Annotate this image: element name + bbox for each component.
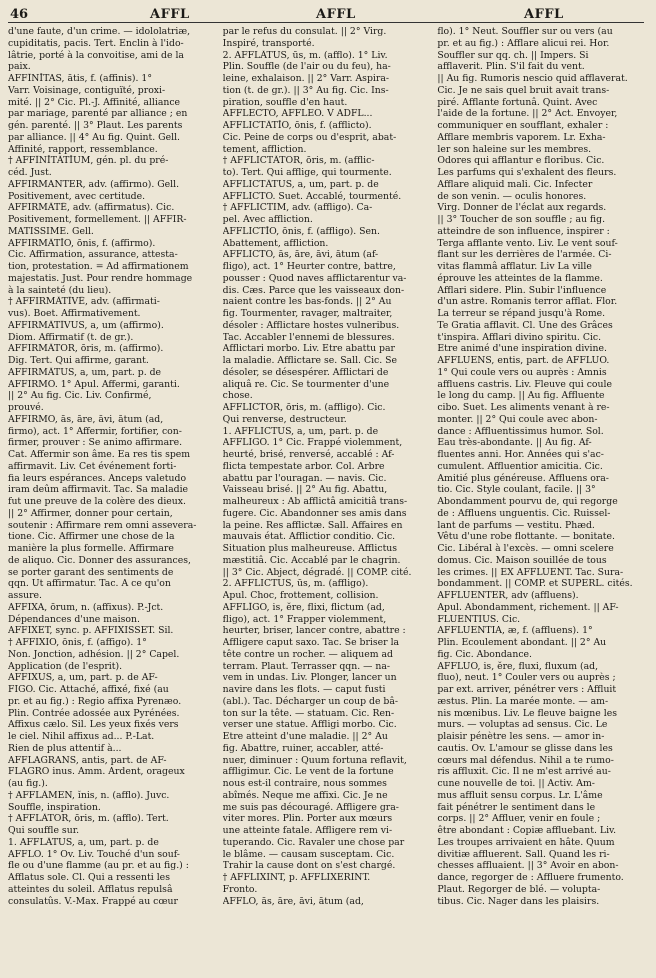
text-line: corps. || 2° Affluer, venir en foule ;: [437, 813, 601, 825]
text-line: Te Gratia afflavit. Cl. Une des Grâces: [437, 319, 613, 331]
text-line: † AFFIXIO, ōnis, f. (affigo). 1°: [8, 637, 147, 648]
text-line: tion, protestation. = Ad affirmationem: [8, 261, 189, 272]
text-line: dance : Affluentissimus humor. Sol.: [437, 425, 604, 437]
text-line: affluens castris. Liv. Fleuve qui coule: [437, 378, 612, 390]
text-line: pr. et au fig.) : Regio affixa Pyrenæo.: [8, 695, 182, 707]
text-line: tuperando. Cic. Ravaler une chose par: [222, 836, 405, 848]
text-line: AFFLICTO. Suet. Accablé, tourmenté.: [222, 190, 402, 202]
text-line: divitiæ affluerent. Sall. Quand les ri-: [437, 848, 610, 860]
text-line: Dig. Tert. Qui affirme, garant.: [8, 355, 149, 366]
text-line: fugere. Cic. Abandonner ses amis dans: [222, 507, 407, 519]
text-line: fluo), neut. 1° Couler vers ou auprès ;: [437, 672, 616, 684]
text-line: Etre atteint d'une maladie. || 2° Au: [222, 731, 388, 742]
text-line: FLUENTIUS. Cic.: [437, 613, 521, 625]
text-line: prouvé.: [8, 402, 44, 413]
text-line: gén. parenté. || 3° Plaut. Les parents: [8, 120, 183, 131]
text-line: pr. et au fig.) : Afflare alicui rei. Hor.: [437, 37, 610, 49]
text-line: AFFLICTĀTĬO, ōnis, f. (afflicto).: [222, 120, 372, 131]
text-line: AFFIXET, sync. p. AFFIXISSET. Sil.: [8, 625, 174, 637]
text-line: AFFLICTĀTUS, a, um, part. p. de: [222, 178, 379, 190]
text-line: vus). Boet. Affirmativement.: [8, 308, 141, 319]
text-line: tibus. Cic. Nager dans les plaisirs.: [437, 895, 600, 907]
text-line: Qui renverse, destructeur.: [222, 413, 347, 425]
text-line: Afflatus sole. Cl. Qui a ressenti les: [8, 872, 170, 883]
text-line: se porter garant des sentiments de: [8, 566, 174, 578]
text-line: t'inspira. Afflari divino spiritu. Cic.: [437, 331, 602, 343]
text-line: dance, regorger de : Affluere frumento.: [437, 872, 624, 883]
text-line: tione. Cic. Affirmer une chose de la: [8, 531, 175, 543]
text-line: AFFLUENS, entis, part. de AFFLUO.: [437, 355, 610, 366]
text-line: consulatûs. V.-Max. Frappé au cœur: [8, 895, 178, 907]
text-line: Affixus cælo. Sil. Les yeux fixés vers: [8, 719, 179, 731]
text-line: Les troupes arrivaient en hâte. Quum: [437, 836, 615, 848]
text-line: leine, exhalaison. || 2° Varr. Aspira-: [222, 73, 390, 84]
text-line: de : Affluens unguentis. Cic. Ruissel-: [437, 507, 611, 519]
text-line: aliquâ re. Cic. Se tourmenter d'une: [222, 378, 390, 390]
text-line: AFFIRMĀTĒ, adv. (affirmatus). Cic.: [8, 202, 175, 214]
text-line: vem in undas. Liv. Plonger, lancer un: [222, 672, 397, 684]
text-line: tête contre un rocher. — aliquem ad: [222, 648, 393, 660]
text-line: mité. || 2° Cic. Pl.-J. Affinité, alliance: [8, 96, 181, 108]
text-line: tio. Cic. Style coulant, facile. || 3°: [437, 484, 596, 496]
text-line: || Au fig. Rumoris nescio quid afflaverat.: [437, 73, 628, 84]
text-line: à la sainteté (du lieu).: [8, 284, 112, 296]
text-line: Situation plus malheureuse. Afflictus: [222, 543, 398, 554]
column-middle: [223, 26, 430, 974]
text-line: tion (t. de gr.). || 3° Au fig. Cic. Ins-: [222, 84, 389, 96]
text-line: Amitié plus généreuse. Affluens ora-: [437, 472, 609, 484]
text-line: lant de parfums — vestitu. Phæd.: [437, 519, 595, 531]
text-line: murs. — voluptas ad sensus. Cic. Le: [437, 719, 608, 731]
text-line: Rien de plus attentif à...: [8, 742, 122, 754]
text-line: AFFIXA, ōrum, n. (affixus). P.-Jct.: [8, 601, 164, 613]
text-line: Afflictari morbo. Liv. Etre abattu par: [222, 343, 395, 355]
text-line: cœurs mal défendus. Nihil a te rumo-: [437, 754, 614, 766]
text-line: Application (de l'esprit).: [8, 660, 123, 672]
text-line: ton sur la tête. — statuam. Cic. Ren-: [222, 707, 395, 719]
text-line: domus. Cic. Maison souillée de tous: [437, 554, 607, 566]
text-line: heurté, brisé, renversé, accablé : Af-: [222, 449, 395, 460]
text-line: heurter, briser, lancer contre, abattre :: [222, 625, 406, 637]
text-line: d'une faute, d'un crime. — idololatriæ,: [8, 26, 191, 37]
text-line: terram. Plaut. Terrasser qqn. — na-: [222, 660, 391, 672]
text-line: la peine. Res afflictæ. Sall. Affaires en: [222, 519, 403, 531]
text-line: Cat. Affermir son âme. Ea res tis spem: [8, 449, 191, 460]
text-line: Positivement, formellement. || AFFIR-: [8, 214, 187, 225]
text-line: Eau très-abondante. || Au fig. Af-: [437, 437, 592, 449]
text-line: atteintes du soleil. Afflatus repulsâ: [8, 883, 173, 895]
text-line: Afflari sidere. Plin. Subir l'influence: [437, 284, 607, 296]
text-line: nis mœnibus. Liv. Le fleuve baigne les: [437, 707, 617, 719]
text-line: Abattement, affliction.: [222, 237, 329, 249]
text-line: Apul. Choc, frottement, collision.: [222, 590, 379, 601]
text-line: 1. AFFLĀTUS, a, um, part. p. de: [8, 836, 159, 848]
text-line: Cic. Affirmation, assurance, attesta-: [8, 249, 178, 261]
text-line: cautis. Ov. L'amour se glisse dans les: [437, 742, 613, 754]
text-line: Cic. Peine de corps ou d'esprit, abat-: [222, 131, 397, 143]
text-line: † AFFLĀMEN, ĭnis, n. (afflo). Juvc.: [8, 789, 170, 801]
text-line: † AFFIRMĀTĪVĒ, adv. (affirmati-: [8, 296, 160, 308]
text-line: AFFLICTOR, ōris, m. (affligo). Cic.: [222, 402, 386, 413]
text-line: tement, affliction.: [222, 143, 307, 155]
text-line: Inspiré, transporté.: [222, 37, 315, 49]
text-line: affligimur. Cic. Le vent de la fortune: [222, 766, 394, 778]
text-line: AFFLECTO, AFFLEO. V ADFL...: [222, 108, 373, 120]
text-line: verser une statue. Affligi morbo. Cic.: [222, 719, 397, 731]
text-line: fligo), act. 1° Heurter contre, battre,: [222, 261, 396, 272]
text-line: AFFLĪGO, is, ĕre, flixi, flictum (ad,: [222, 601, 385, 613]
text-line: AFFLICTĬO, ōnis, f. (affligo). Sen.: [222, 225, 380, 237]
text-line: bondamment. || COMP. et SUPERL. cités.: [437, 578, 633, 590]
text-line: pousser : Quod naves afflictarentur va-: [222, 272, 407, 284]
text-line: cupiditatis, pacis. Tert. Enclin à l'ido-: [8, 37, 184, 49]
text-line: chesses affluaient. || 3° Avoir en abon-: [437, 860, 619, 872]
text-line: AFFLO, ās, āre, āvi, ātum (ad,: [222, 895, 364, 907]
text-line: || 3° Toucher de son souffle ; au fig.: [437, 214, 606, 225]
text-line: Abondamment pourvu de, qui regorge: [437, 496, 618, 507]
text-line: AFFIRMO. 1° Apul. Affermi, garanti.: [8, 378, 180, 390]
text-line: Dépendances d'une maison.: [8, 613, 140, 625]
text-line: Cic. Libéral à l'excès. — omni scelere: [437, 543, 614, 554]
text-line: paix.: [8, 61, 31, 73]
text-line: fait pénétrer le sentiment dans le: [437, 801, 596, 813]
column-right: [437, 26, 644, 974]
text-line: majestatis. Just. Pour rendre hommage: [8, 272, 193, 284]
text-line: fig. Abattre, ruiner, accabler, atté-: [222, 742, 384, 754]
text-line: par ext. arriver, pénétrer vers : Affluit: [437, 684, 617, 695]
text-line: Cic. Je ne sais quel bruit avait trans-: [437, 84, 610, 96]
text-line: lâtrie, porté à la convoitise, ami de la: [8, 49, 184, 61]
text-line: Afflare membris vaporem. Lr. Exha-: [437, 131, 606, 143]
text-line: désoler : Afflictare hostes vulneribus.: [222, 319, 400, 331]
text-line: monter. || 2° Qui coule avec abon-: [437, 413, 598, 425]
text-line: Souffler sur qq. ch. || Impers. Si: [437, 49, 589, 61]
text-line: cibo. Suet. Les aliments venant à re-: [437, 402, 610, 413]
text-line: AFFIRMĀTUS, a, um, part. p. de: [8, 366, 162, 378]
text-line: to). Tert. Qui afflige, qui tourmente.: [222, 167, 392, 178]
running-headword-right: AFFL: [524, 7, 564, 22]
text-line: malheureux : Ab afflictâ amicitiâ trans-: [222, 496, 408, 507]
text-line: affirmavit. Liv. Cet événement forti-: [8, 460, 177, 472]
text-line: Apul. Abondamment, richement. || AF-: [437, 601, 619, 613]
text-line: La terreur se répand jusqu'à Rome.: [437, 308, 606, 319]
text-line: Souffle, inspiration.: [8, 801, 101, 813]
text-line: atteindre de son influence, inspirer :: [437, 225, 610, 237]
text-line: Les parfums qui s'exhalent des fleurs.: [437, 167, 617, 178]
text-line: manière la plus formelle. Affirmare: [8, 543, 174, 554]
text-line: par alliance. || 4° Au fig. Quint. Gell.: [8, 131, 181, 143]
text-line: æstus. Plin. La marée monte. — am-: [437, 695, 609, 707]
text-line: AFFLUENTER, adv (affluens).: [437, 590, 579, 601]
running-headword-left: AFFL: [150, 7, 190, 22]
text-line: AFFIRMĀTĬO, ōnis, f. (affirmo).: [8, 237, 156, 249]
text-line: (abl.). Tac. Décharger un coup de bâ-: [222, 695, 399, 707]
text-line: † AFFLĀTOR, ōris, m. (afflo). Tert.: [8, 813, 169, 825]
text-line: viter mores. Plin. Porter aux mœurs: [222, 813, 393, 825]
text-line: communiquer en soufflant, exhaler :: [437, 120, 609, 131]
page-header: [8, 0, 644, 23]
text-line: Plin. Souffle (de l'air ou du feu), ha-: [222, 61, 391, 73]
columns: [8, 26, 644, 974]
text-line: le blâme. — causam susceptam. Cic.: [222, 848, 395, 860]
text-line: flicta tempestate arbor. Col. Arbre: [222, 460, 385, 472]
text-line: Plin. Ecoulement abondant. || 2° Au: [437, 637, 607, 648]
text-line: Non. Jonction, adhésion. || 2° Capel.: [8, 648, 180, 660]
text-line: fia leurs espérances. Anceps valetudo: [8, 472, 187, 484]
text-line: firmer, prouver : Se animo affirmare.: [8, 437, 183, 449]
text-line: Varr. Voisinage, contiguïté, proxi-: [8, 84, 166, 96]
text-line: † AFFLICTIM, adv. (affligo). Ca-: [222, 202, 373, 214]
text-line: Diom. Affirmatif (t. de gr.).: [8, 331, 134, 343]
text-line: Plaut. Regorger de blé. — volupta-: [437, 883, 601, 895]
text-line: fligo), act. 1° Frapper violemment,: [222, 613, 387, 625]
text-line: firmo), act. 1° Affermir, fortifier, con-: [8, 425, 182, 437]
text-line: mus affluit sensu corpus. Lr. L'âme: [437, 789, 603, 801]
text-line: désoler, se désespérer. Afflictari de: [222, 366, 389, 378]
text-line: naient contre les bas-fonds. || 2° Au: [222, 296, 392, 308]
text-line: AFFLICTO, ās, āre, āvi, ātum (af-: [222, 249, 379, 261]
text-line: AFFLAGRANS, antis, part. de AF-: [8, 754, 167, 766]
text-line: une atteinte fatale. Affligere rem vi-: [222, 825, 393, 836]
text-line: 2. AFFLICTUS, ūs, m. (affligo).: [222, 578, 369, 590]
text-line: abîmés. Neque me affixi. Cic. Je ne: [222, 789, 388, 801]
text-line: Qui souffle sur.: [8, 825, 80, 836]
text-line: MATISSIME. Gell.: [8, 225, 94, 237]
text-line: 2. AFFLĀTUS, ūs, m. (afflo). 1° Liv.: [222, 49, 388, 61]
text-line: flo). 1° Neut. Souffler sur ou vers (au: [437, 26, 613, 37]
text-line: nuer, diminuer : Quum fortuna reflavit,: [222, 754, 407, 766]
text-line: AFFIRMANTER, adv. (affirmo). Gell.: [8, 178, 180, 190]
text-line: FLAGRO inus. Amm. Ardent, orageux: [8, 766, 185, 778]
text-line: AFFIXUS, a, um, part. p. de AF-: [8, 672, 158, 684]
text-line: Virg. Donner de l'éclat aux regards.: [437, 202, 607, 214]
text-line: Terga afflante vento. Liv. Le vent souf-: [437, 237, 618, 249]
text-line: AFFIRMĀTĪVUS, a, um (affirmo).: [8, 319, 164, 331]
text-line: Affligere caput saxo. Tac. Se briser la: [222, 637, 400, 648]
text-line: Odores qui afflantur e floribus. Cic.: [437, 155, 605, 167]
text-line: (au fig.).: [8, 778, 48, 789]
text-line: assure.: [8, 590, 42, 601]
text-line: AFFIRMĀTOR, ōris, m. (affirmo).: [8, 343, 164, 355]
text-line: Afflare aliquid mali. Cic. Infecter: [437, 178, 593, 190]
text-line: navire dans les flots. — caput fusti: [222, 684, 386, 695]
text-line: chose.: [222, 390, 253, 402]
text-line: soutenir : Affirmare rem omni assevera-: [8, 519, 197, 531]
text-line: plaisir pénètre les sens. — amor in-: [437, 731, 605, 742]
text-line: Tac. Accabler l'ennemi de blessures.: [222, 331, 395, 343]
text-line: Plin. Contrée adossée aux Pyrénées.: [8, 707, 180, 719]
text-line: piration, souffle d'en haut.: [222, 96, 348, 108]
text-line: AFFLUO, is, ĕre, fluxi, fluxum (ad,: [437, 660, 599, 672]
text-line: les crimes. || EX AFFLUENT. Tac. Sura-: [437, 566, 624, 578]
text-line: Trahir la cause dont on s'est chargé.: [222, 860, 396, 872]
text-line: Affinité, rapport, ressemblance.: [8, 143, 158, 155]
page-number: 46: [10, 7, 29, 22]
text-line: dis. Cæs. Parce que les vaisseaux don-: [222, 284, 405, 296]
text-line: † AFFLIXINT, p. AFFLIXERINT.: [222, 872, 371, 883]
text-line: par mariage, parenté par alliance ; en: [8, 108, 188, 120]
text-line: flant sur les derrières de l'armée. Ci-: [437, 249, 612, 261]
text-line: le long du camp. || Au fig. Affluente: [437, 390, 605, 402]
text-line: AFFLUENTIA, æ, f. (affluens). 1°: [437, 625, 593, 637]
text-line: ris affluxit. Cic. Il ne m'est arrivé au-: [437, 766, 611, 778]
text-line: qqn. Ut affirmatur. Tac. A ce qu'on: [8, 578, 171, 590]
text-line: || 2° Affirmer, donner pour certain,: [8, 507, 173, 519]
text-line: Fronto.: [222, 883, 258, 895]
text-line: le ciel. Nihil affixus ad... P.-Lat.: [8, 731, 155, 742]
text-line: † AFFLICTĀTOR, ōris, m. (afflic-: [222, 155, 375, 167]
running-headword-center: AFFL: [316, 7, 356, 22]
text-line: 1° Qui coule vers ou auprès : Amnis: [437, 366, 607, 378]
text-line: de aliquo. Cic. Donner des assurances,: [8, 554, 191, 566]
text-line: Vêtu d'une robe flottante. — bonitate.: [437, 531, 615, 543]
text-line: nous est-il contraire, nous sommes: [222, 778, 387, 789]
text-line: 1. AFFLICTUS, a, um, part. p. de: [222, 425, 379, 437]
text-line: mauvais état. Afflictior conditio. Cic.: [222, 531, 396, 543]
text-line: iram deûm affirmavit. Tac. Sa maladie: [8, 484, 189, 496]
text-line: éprouve les atteintes de la flamme.: [437, 272, 603, 284]
text-line: par le refus du consulat. || 2° Virg.: [222, 26, 387, 37]
text-line: AFFLO. 1° Ov. Liv. Touché d'un souf-: [8, 848, 180, 860]
text-line: AFFIRMO, ās, āre, āvi, ātum (ad,: [8, 413, 164, 425]
text-line: cumulent. Affluentior amicitia. Cic.: [437, 460, 603, 472]
text-line: être abondant : Copiæ affluebant. Liv.: [437, 825, 617, 836]
text-line: ler son haleine sur les membres.: [437, 143, 592, 155]
text-line: céd. Just.: [8, 167, 52, 178]
text-line: AFFLIGO. 1° Cic. Frappé violemment,: [222, 437, 403, 449]
text-line: || 2° Au fig. Cic. Liv. Confirmé,: [8, 390, 152, 402]
text-line: AFFĪNĬTAS, ātis, f. (affinis). 1°: [8, 73, 152, 84]
text-line: me suis pas découragé. Affligere gra-: [222, 801, 399, 813]
text-line: † AFFĪNĬTĀTĬUM, gén. pl. du pré-: [8, 155, 169, 167]
text-line: cune nouvelle de toi. || Activ. Am-: [437, 778, 595, 789]
text-line: fle ou d'une flamme (au pr. et au fig.) :: [8, 860, 189, 872]
text-line: fluentes anni. Hor. Années qui s'ac-: [437, 449, 604, 460]
text-line: afflaverit. Plin. S'il fait du vent.: [437, 61, 585, 73]
text-line: || 3° Cic. Abject, dégradé. || COMP. cité.: [222, 566, 412, 578]
text-line: fut une preuve de la colère des dieux.: [8, 496, 186, 507]
text-line: abattu par l'ouragan. — navis. Cic.: [222, 472, 387, 484]
text-line: mæstitiâ. Cic. Accablé par le chagrin.: [222, 554, 401, 566]
text-line: pel. Avec affliction.: [222, 214, 313, 225]
text-line: FIGO. Cic. Attaché, affixé, fixé (au: [8, 684, 169, 695]
text-line: Vaisseau brisé. || 2° Au fig. Abattu,: [222, 484, 388, 496]
text-line: fig. Cic. Abondance.: [437, 648, 533, 660]
text-line: Positivement, avec certitude.: [8, 190, 146, 202]
text-line: Etre animé d'une inspiration divine.: [437, 343, 607, 355]
text-line: vitas flammâ afflatur. Liv La ville: [437, 261, 592, 272]
text-line: la maladie. Afflictare se. Sall. Cic. Se: [222, 355, 398, 366]
text-line: l'aide de la fortune. || 2° Act. Envoyer,: [437, 108, 618, 120]
text-line: de son venin. — oculis honores.: [437, 190, 587, 202]
text-line: piré. Afflante fortunâ. Quint. Avec: [437, 96, 598, 108]
text-line: d'un astre. Romanis terror afflat. Flor.: [437, 296, 618, 308]
text-line: fig. Tourmenter, ravager, maltraiter,: [222, 308, 393, 319]
column-left: [8, 26, 215, 974]
